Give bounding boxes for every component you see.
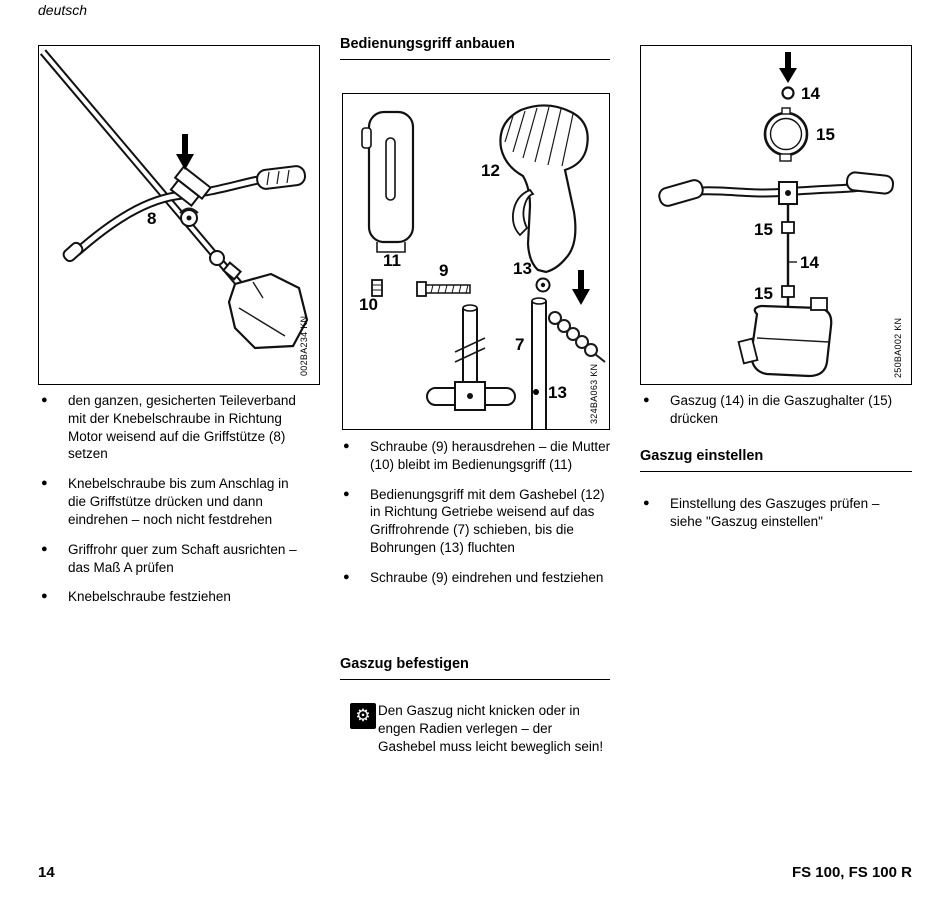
instruction-text: Bedienungsgriff mit dem Gashebel (12) in Richtung Getriebe weisend auf das Griffrohrende (7) schieben, bis die Bohrungen (13) fluchten: [370, 486, 605, 556]
down-arrow-icon: [176, 134, 194, 170]
bullet-icon: ●: [41, 542, 48, 555]
reference-dot: [533, 389, 539, 395]
instruction-text: Gaszug (14) in die Gaszughalter (15) drücken: [670, 393, 893, 426]
bore-hole-13: [537, 279, 550, 292]
language-marker: deutsch: [38, 2, 88, 18]
bullet-icon: ●: [643, 394, 650, 406]
figure-middle-drawing: [343, 94, 609, 429]
part-label-13b: 13: [548, 383, 567, 402]
part-label-8: 8: [147, 209, 157, 228]
figure-handlebar-assembly: [38, 45, 320, 385]
part-label-10: 10: [359, 295, 378, 314]
down-arrow-icon: [572, 270, 590, 305]
engine-housing: [739, 298, 832, 376]
instructions-middle: [340, 438, 612, 599]
bullet-icon: ●: [41, 394, 48, 406]
section-heading-bedienungsgriff-anbauen: Bedienungsgriff anbauen: [340, 36, 610, 60]
figure-code-right: 250BA002 KN: [893, 317, 903, 378]
note-text: Den Gaszug nicht knicken oder in engen Radien verlegen – der Gashebel muss leicht beweglich sein!: [378, 703, 604, 754]
list-item: [340, 569, 612, 587]
part-label-15b: 15: [754, 220, 773, 239]
section-heading-gaszug-einstellen: Gaszug einstellen: [640, 448, 912, 472]
part-label-11: 11: [383, 251, 401, 270]
instruction-text: Schraube (9) herausdrehen – die Mutter (10) bleibt im Bedienungsgriff (11): [370, 439, 611, 472]
grip-support-assembly: [427, 305, 515, 410]
part-label-12: 12: [481, 161, 500, 180]
down-arrow-icon: [779, 52, 797, 83]
list-item: [38, 475, 310, 528]
instructions-left: [38, 392, 310, 618]
nut-10: [372, 280, 382, 296]
part-label-15c: 15: [754, 284, 773, 303]
model-designation: FS 100, FS 100 R: [791, 864, 912, 881]
figure-throttle-cable-routing: [640, 45, 912, 385]
figure-code-left: 002BA234 KN: [299, 315, 309, 376]
technical-note: [342, 702, 610, 755]
instruction-text: den ganzen, gesicherten Teileverband mit der Knebelschraube in Richtung Motor weisend auf die Griffstütze (8) setzen: [68, 393, 296, 462]
handlebar-tube: [657, 172, 893, 208]
list-item: [340, 486, 612, 557]
list-item: [640, 392, 912, 428]
list-item: [38, 588, 310, 606]
part-label-9: 9: [439, 261, 449, 280]
list-item: [640, 495, 912, 531]
part-label-14b: 14: [800, 253, 819, 272]
part-label-14a: 14: [801, 84, 820, 103]
instruction-text: Knebelschraube festziehen: [68, 589, 231, 605]
gear-icon: ⚙: [350, 703, 376, 729]
bullet-icon: ●: [343, 440, 350, 452]
list-item: [38, 541, 310, 577]
instruction-text: Griffrohr quer zum Schaft ausrichten – das Maß A prüfen: [68, 541, 297, 575]
part-label-7: 7: [515, 335, 525, 354]
bullet-icon: ●: [41, 590, 48, 603]
list-item: [340, 438, 612, 474]
figure-code-middle: 324BA063 KN: [589, 363, 599, 424]
instruction-text: Einstellung des Gaszuges prüfen – siehe "Gaszug einstellen": [670, 496, 880, 529]
screw-9: [417, 282, 470, 296]
instruction-text: Schraube (9) eindrehen und festziehen: [370, 569, 604, 585]
cable-nipple-14: [783, 88, 794, 99]
grip-tube-end-7: [532, 298, 546, 429]
throttle-handle-12: [500, 105, 587, 272]
page-number: 14: [38, 864, 55, 881]
bullet-icon: ●: [343, 570, 350, 583]
grip-tube-11: [362, 112, 413, 252]
coiled-cable: [549, 312, 605, 362]
list-item: [38, 392, 310, 463]
instructions-right: [640, 392, 912, 440]
part-label-13a: 13: [513, 259, 532, 278]
bullet-icon: ●: [643, 497, 650, 509]
section-heading-gaszug-befestigen: Gaszug befestigen: [340, 656, 610, 680]
figure-left-drawing: [39, 46, 319, 384]
part-label-15a: 15: [816, 125, 835, 144]
figure-right-drawing: [641, 46, 911, 384]
figure-control-handle: [342, 93, 610, 430]
bullet-icon: ●: [343, 487, 350, 500]
bullet-icon: ●: [41, 477, 48, 490]
engine-housing: [229, 274, 307, 348]
instruction-text: Knebelschraube bis zum Anschlag in die Griffstütze drücken und dann eindrehen – noch nicht festdrehen: [68, 476, 289, 527]
instructions-right-2: [640, 495, 912, 543]
cable-ring-15: [765, 108, 807, 161]
